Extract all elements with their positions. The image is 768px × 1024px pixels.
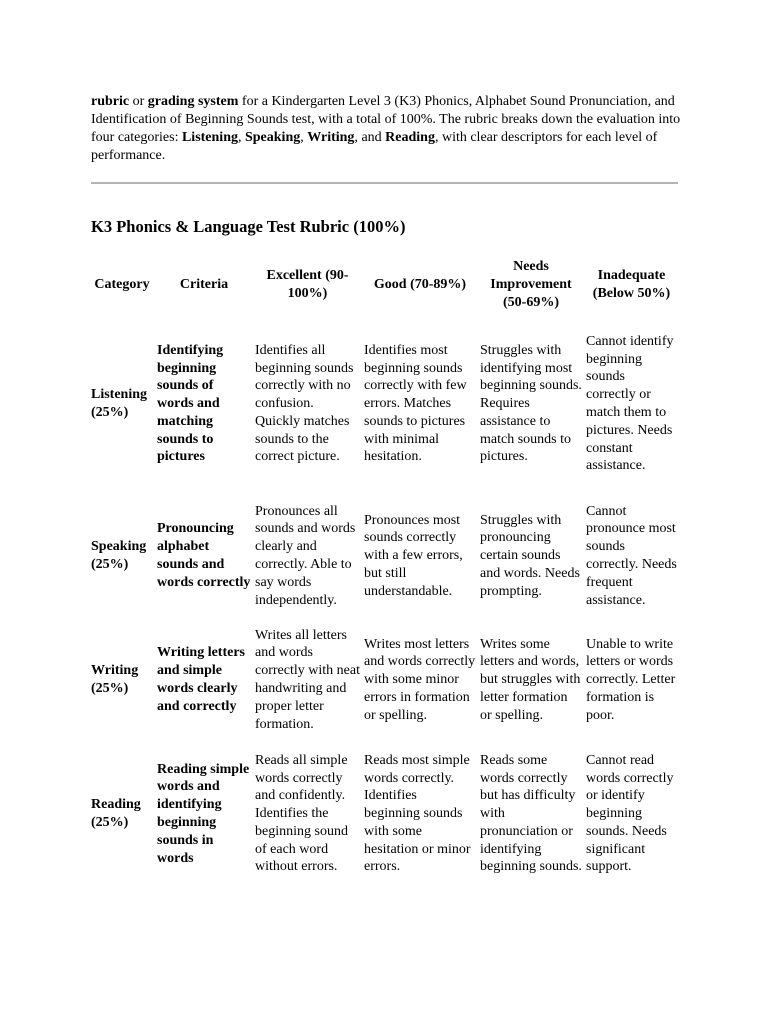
- intro-text: , with clear descriptors for each level of performance.: [91, 130, 658, 163]
- cell-good: Reads most simple words correctly. Identifies beginning sounds with some hesitation or minor errors.: [364, 752, 471, 875]
- cell-needs-improvement: Writes some letters and words, but struggles with letter formation or spelling.: [480, 636, 581, 723]
- cell-needs-improvement: Struggles with pronouncing certain sounds and words. Needs prompting.: [480, 512, 580, 599]
- cell-criteria: Identifying beginning sounds of words and matching sounds to pictures: [157, 342, 224, 465]
- table-row: [89, 618, 679, 742]
- header-criteria: Criteria: [179, 277, 229, 293]
- cell-inadequate: Unable to write letters or words correctly. Letter formation is poor.: [586, 636, 676, 723]
- cell-criteria: Reading simple words and identifying beginning sounds in words: [157, 761, 250, 866]
- cell-excellent: Pronounces all sounds and words clearly and correctly. Able to say words independently.: [255, 503, 356, 608]
- cell-category: Listening (25%): [91, 387, 148, 420]
- table-row: [89, 494, 679, 618]
- cell-category: Reading (25%): [91, 797, 141, 830]
- intro-text: , and: [354, 130, 386, 145]
- cell-excellent: Identifies all beginning sounds correctly with no confusion. Quickly matches sounds to the correct picture.: [255, 342, 354, 465]
- intro-paragraph: [91, 93, 681, 165]
- intro-text: ,: [237, 130, 245, 145]
- header-category: Category: [94, 277, 150, 293]
- cell-excellent: Reads all simple words correctly and confidently. Identifies the beginning sound of each word without errors.: [255, 752, 348, 875]
- table-header-row: [89, 256, 679, 314]
- intro-term-writing: Writing: [307, 130, 355, 145]
- cell-criteria: Writing letters and simple words clearly and correctly: [157, 645, 245, 714]
- cell-needs-improvement: Reads some words correctly but has difficulty with pronunciation or identifying beginning sounds.: [480, 752, 582, 875]
- cell-needs-improvement: Struggles with identifying most beginning sounds. Requires assistance to match sounds to pictures.: [480, 342, 582, 465]
- rubric-heading: K3 Phonics & Language Test Rubric (100%): [91, 217, 406, 236]
- table-row: [89, 742, 679, 886]
- cell-inadequate: Cannot pronounce most sounds correctly. Needs frequent assistance.: [586, 503, 677, 608]
- cell-category: Writing (25%): [91, 663, 139, 696]
- cell-inadequate: Cannot read words correctly or identify beginning sounds. Needs significant support.: [586, 752, 674, 875]
- intro-term-reading: Reading: [385, 130, 435, 145]
- intro-text: ,: [300, 130, 308, 145]
- cell-excellent: Writes all letters and words correctly with neat handwriting and proper letter formation.: [255, 627, 360, 732]
- header-needs-improvement: Needs Improvement (50-69%): [490, 259, 572, 310]
- intro-term-listening: Listening: [181, 130, 238, 145]
- intro-text: for a Kindergarten Level 3 (K3) Phonics, Alphabet Sound Pronunciation, and Identification of Beginning Sounds test, with a total of 100%. The rubric breaks down the evaluation into four categories:: [91, 94, 681, 145]
- cell-good: Writes most letters and words correctly with some minor errors in formation or spelling.: [364, 636, 476, 723]
- intro-term-speaking: Speaking: [244, 130, 301, 145]
- horizontal-divider: [91, 182, 678, 184]
- table-row: [89, 314, 679, 494]
- cell-criteria: Pronouncing alphabet sounds and words correctly: [157, 521, 251, 590]
- cell-category: Speaking (25%): [91, 539, 147, 572]
- intro-term-grading-system: grading system: [147, 94, 239, 109]
- cell-good: Pronounces most sounds correctly with a few errors, but still understandable.: [364, 512, 463, 599]
- cell-inadequate: Cannot identify beginning sounds correctly or match them to pictures. Needs constant assistance.: [586, 333, 674, 474]
- rubric-table: [89, 256, 679, 886]
- cell-good: Identifies most beginning sounds correctly with few errors. Matches sounds to pictures with minimal hesitation.: [364, 342, 467, 465]
- header-good: Good (70-89%): [373, 277, 467, 293]
- intro-term-rubric: rubric: [91, 94, 130, 109]
- intro-text: or: [129, 94, 148, 109]
- header-inadequate: Inadequate (Below 50%): [592, 268, 671, 301]
- header-excellent: Excellent (90-100%): [266, 268, 349, 301]
